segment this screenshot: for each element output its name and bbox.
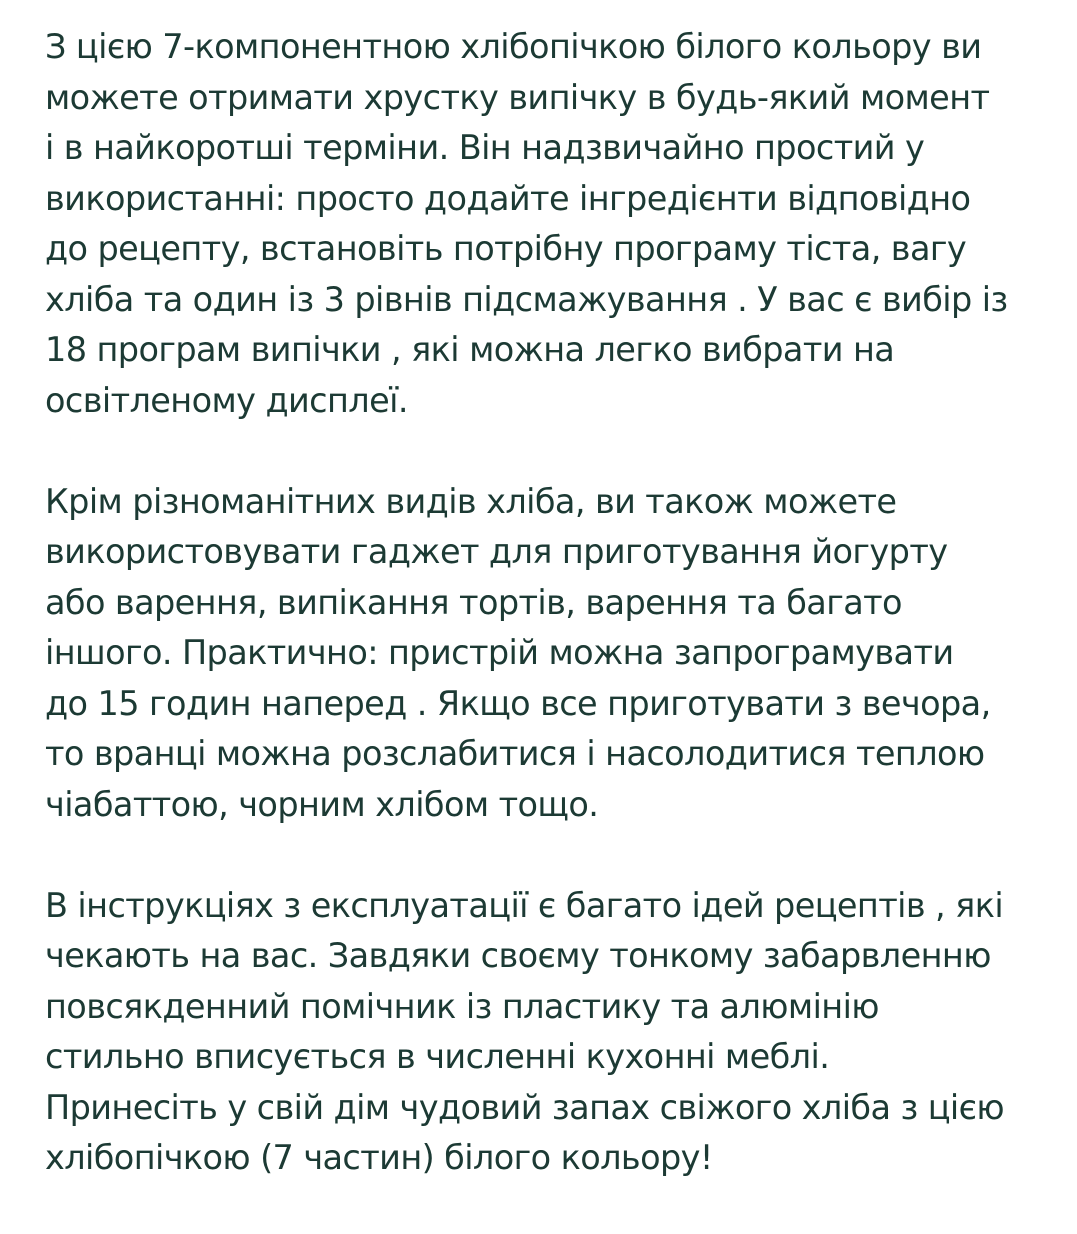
text-line: стильно вписується в численні кухонні меблі.: [45, 1037, 830, 1076]
text-line: використовувати гаджет для приготування йогурту: [45, 532, 948, 571]
text-line: використанні: просто додайте інгредієнти відповідно: [45, 178, 971, 218]
text-line: З цією 7-компонентною хлібопічкою білого кольору ви: [45, 27, 982, 66]
text-line: то вранці можна розслабитися і насолодитися теплою: [45, 734, 985, 773]
text-line: В інструкціях з експлуатації є багато ідей рецептів , які: [45, 885, 1004, 925]
text-line: і в найкоротші терміни. Він надзвичайно простий у: [45, 128, 925, 167]
paragraph-3: [45, 881, 1055, 1184]
product-description: [45, 22, 1055, 1234]
text-line: до 15 годин наперед . Якщо все приготувати з вечора,: [45, 683, 991, 723]
text-line: до рецепту, встановіть потрібну програму тіста, вагу: [45, 229, 967, 268]
text-line: іншого. Практично: пристрій можна запрограмувати: [45, 633, 954, 672]
text-line: 18 програм випічки , які можна легко вибрати на: [45, 330, 895, 369]
text-line: освітленому дисплеї.: [45, 380, 408, 420]
text-line: чекають на вас. Завдяки своєму тонкому забарвленню: [45, 936, 991, 975]
text-line: Принесіть у свій дім чудовий запах свіжого хліба з цією: [45, 1087, 1005, 1127]
text-line: повсякденний помічник із пластику та алюмінію: [45, 986, 879, 1026]
text-line: Крім різноманітних видів хліба, ви також можете: [45, 481, 897, 521]
paragraph-1: [45, 22, 1055, 426]
text-line: чіабаттою, чорним хлібом тощо.: [45, 784, 599, 824]
paragraph-2: [45, 477, 1055, 831]
text-line: хлібопічкою (7 частин) білого кольору!: [45, 1138, 713, 1177]
text-line: можете отримати хрустку випічку в будь-який момент: [45, 77, 990, 117]
text-line: або варення, випікання тортів, варення та багато: [45, 582, 902, 622]
text-line: хліба та один із 3 рівнів підсмажування . У вас є вибір із: [45, 279, 1008, 319]
